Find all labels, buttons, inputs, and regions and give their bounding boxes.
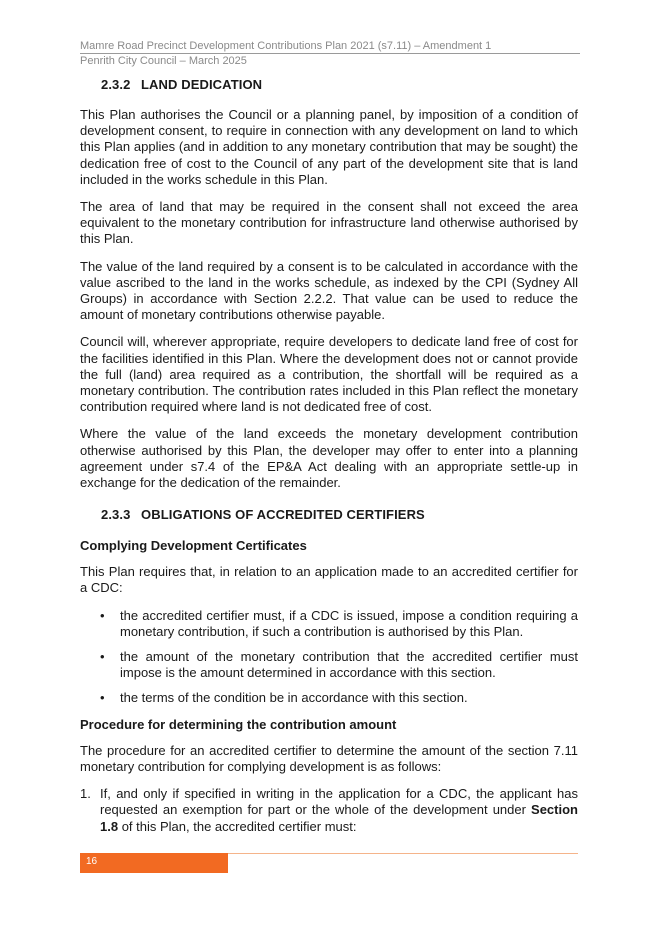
paragraph: Council will, wherever appropriate, require developers to dedicate land free of cost for the facilities identified in this Plan. Where the development does not or cannot provide the full (land) area required as a contribution, the shortfall will be required as a monetary contribution. The contribution rates included in this Plan reflect the monetary contribution required where land is not dedicated free of cost. <box>80 334 578 415</box>
paragraph: This Plan requires that, in relation to an application made to an accredited certifier for a CDC: <box>80 564 578 596</box>
section-heading-land-dedication <box>101 76 578 94</box>
list-item: • the amount of the monetary contribution that the accredited certifier must impose is the amount determined in accordance with this section. <box>100 649 578 681</box>
section-number: 2.3.3 <box>101 507 131 523</box>
paragraph: This Plan authorises the Council or a planning panel, by imposition of a condition of development consent, to require in connection with any development on land to which this Plan applies (and in addition to any monetary contribution that may be sought) the dedication free of cost to the Council of any part of the development site that is land included in the works schedule in this Plan. <box>80 107 578 187</box>
bullet-icon: • <box>100 607 105 623</box>
running-header-title: Mamre Road Precinct Development Contributions Plan 2021 (s7.11) – Amendment 1 <box>80 40 492 52</box>
running-header-subtitle: Penrith City Council – March 2025 <box>80 55 247 67</box>
section-title: LAND DEDICATION <box>141 77 263 92</box>
bullet-icon: • <box>100 690 105 706</box>
list-item: 1. If, and only if specified in writing in the application for a CDC, the applicant has requested an exemption for part or the whole of the development under Section 1.8 of this Plan, the accredited certifier must: <box>80 786 578 834</box>
section-heading-accredited-certifiers <box>101 506 578 524</box>
footer-divider <box>228 853 578 854</box>
subheading-cdc: Complying Development Certificates <box>80 538 307 554</box>
numbered-list <box>80 786 578 835</box>
paragraph: The value of the land required by a consent is to be calculated in accordance with the value ascribed to the land in the works schedule, as indexed by the CPI (Sydney All Groups) in accordance with Section 2.2.2. That value can be used to reduce the amount of monetary contributions otherwise payable. <box>80 258 578 323</box>
section-reference: Section 1.8 <box>100 802 578 834</box>
bullet-list <box>80 608 578 707</box>
list-number: 1. <box>80 786 91 802</box>
bullet-icon: • <box>100 649 105 665</box>
paragraph: The procedure for an accredited certifier to determine the amount of the section 7.11 monetary contribution for complying development is as follows: <box>80 742 578 774</box>
list-item: • the accredited certifier must, if a CDC is issued, impose a condition requiring a monetary contribution, if such a contribution is authorised by this Plan. <box>100 607 578 639</box>
section-title: OBLIGATIONS OF ACCREDITED CERTIFIERS <box>141 507 425 523</box>
list-item: • the terms of the condition be in accordance with this section. <box>100 690 468 706</box>
footer-page-tab <box>80 853 228 873</box>
subheading-procedure: Procedure for determining the contribution amount <box>80 716 397 732</box>
page-body <box>80 76 578 835</box>
page-number: 16 <box>86 856 98 867</box>
paragraph: Where the value of the land exceeds the monetary development contribution otherwise authorised by this Plan, the developer may offer to enter into a planning agreement under s7.4 of the EP&A Act dealing with an appropriate settle-up in exchange for the dedication of the remainder. <box>80 426 578 491</box>
paragraph: The area of land that may be required in the consent shall not exceed the area equivalent to the monetary contribution for infrastructure land otherwise authorised by this Plan. <box>80 199 578 247</box>
section-number: 2.3.2 <box>101 77 131 92</box>
